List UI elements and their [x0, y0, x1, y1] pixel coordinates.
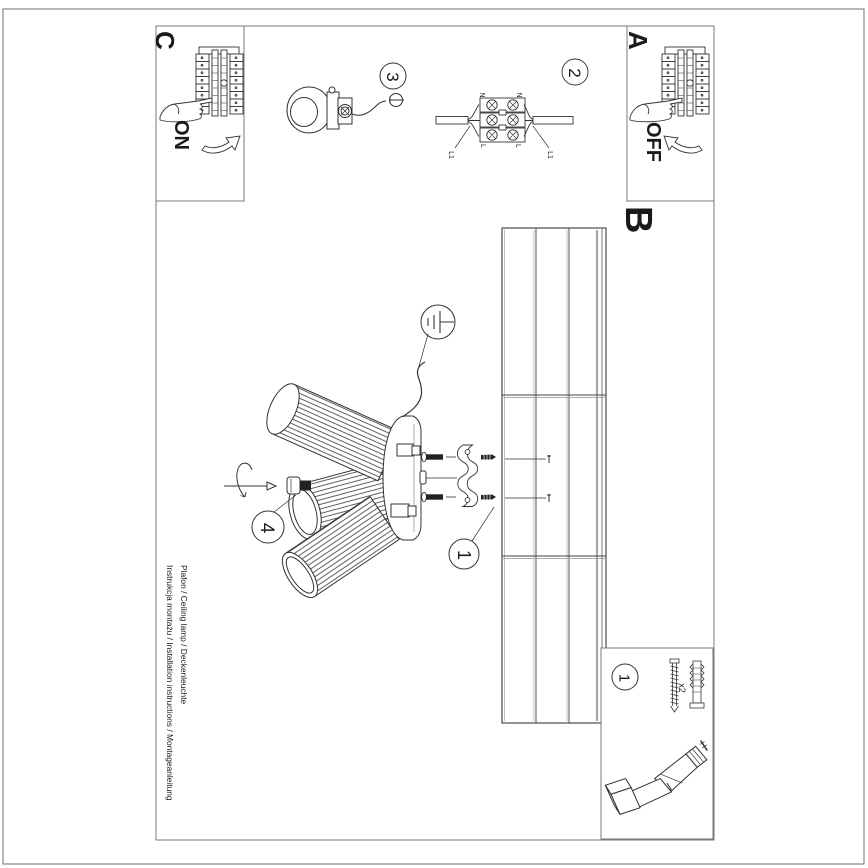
panel-a-label: A [623, 31, 653, 50]
mounting-screw-icon [422, 452, 456, 461]
wire-left [436, 117, 468, 125]
power-cable [403, 362, 425, 417]
footer-title-line1: Instrukcja montażu / Installation instructions / Montageanleitung [165, 565, 175, 801]
ceiling-panel [502, 228, 606, 723]
ground-symbol-icon [418, 305, 455, 370]
mounting-screw-icon [422, 492, 456, 501]
footer-title [165, 565, 189, 801]
shade-upper [260, 379, 400, 481]
footer-title-line2: Plafon / Ceiling lamp / Deckenleuchte [179, 565, 189, 705]
canopy-stud [420, 471, 426, 484]
panel-b-label: B [617, 206, 659, 234]
wiring-n-right: N [515, 92, 522, 98]
shade-arm-lower [391, 504, 416, 517]
rotation-arrow-icon [224, 463, 276, 497]
panel-a [623, 26, 714, 201]
terminal-block-icon [480, 98, 525, 142]
lamp-assembly [260, 305, 457, 603]
parts-quantity-label: x2 [677, 683, 687, 693]
panel-a-state: OFF [642, 122, 664, 162]
panel-c-state: ON [170, 120, 192, 150]
canopy [383, 416, 421, 540]
screw-slot-icon [389, 94, 404, 107]
wiring-l1-left: L1 [447, 151, 454, 159]
holder-wire [352, 101, 386, 115]
step-1-number: 1 [454, 549, 474, 561]
wire-right [533, 117, 573, 125]
wiring-l-left: L [479, 144, 486, 148]
outer-page-border [3, 9, 864, 864]
wiring-l-right: L [514, 144, 521, 148]
panel-c [150, 26, 244, 201]
step-3-number: 3 [383, 72, 402, 82]
panel-c-label: C [150, 31, 180, 50]
step-2-number: 2 [565, 68, 584, 78]
mounting-bracket-icon [457, 445, 477, 507]
wall-anchor-icon [481, 495, 496, 500]
wall-anchor-icon [481, 455, 496, 460]
wiring-n-left: N [478, 92, 485, 98]
parts-step-number: 1 [615, 673, 633, 683]
step-4-number: 4 [256, 522, 277, 534]
shade-arm-upper [397, 444, 420, 456]
wiring-l1-right: L1 [546, 151, 553, 159]
